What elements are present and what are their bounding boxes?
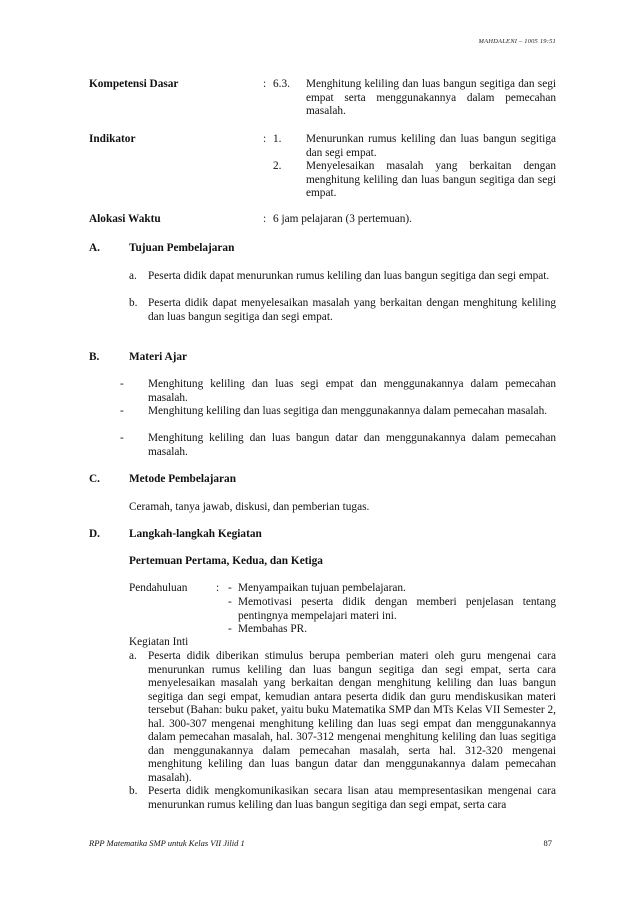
kompetensi-text: Menghitung keliling dan luas bangun segitiga dan segi empat serta menggunakannya dalam pemecahan masalah. xyxy=(306,78,556,117)
indikator-text-1: Menurunkan rumus keliling dan luas bangun segitiga dan segi empat. xyxy=(306,133,556,159)
section-b-title: Materi Ajar xyxy=(129,351,188,363)
indikator-text-2: Menyelesaikan masalah yang berkaitan dengan menghitung keliling dan luas bangun segitiga dan segi empat. xyxy=(306,160,556,199)
inti-marker-b: b. xyxy=(129,785,138,797)
tujuan-item-b: Peserta didik dapat menyelesaikan masalah yang berkaitan dengan menghitung keliling dan luas bangun segitiga dan segi empat. xyxy=(148,297,556,323)
alokasi-colon: : xyxy=(263,213,267,225)
section-d-letter: D. xyxy=(89,528,100,540)
materi-marker-2: - xyxy=(120,405,124,417)
materi-item-3: Menghitung keliling dan luas bangun datar dan menggunakannya dalam pemecahan masalah. xyxy=(148,432,556,458)
inti-item-a: Peserta didik diberikan stimulus berupa pemberian materi oleh guru mengenai cara menurunkan rumus keliling dan luas bangun segitiga dan segi empat, serta cara menyelesaikan masalah yang berkaitan dengan menghitung keliling dan luas bangun segitiga dan segi empat, kemudian antara peserta didik dan guru mendiskusikan materi tersebut (Bahan: buku paket, yaitu buku Matematika SMP dan MTs Kelas VII Semester 2, hal. 300-307 mengenai menghitung keliling dan luas segi empat dan menggunakannya dalam pemecahan masalah, hal. 307-312 mengenai menghitung keliling dan luas segitiga dan menggunakannya dalam pemecahan masalah, serta hal. 312-320 mengenai menghitung keliling dan luas bangun datar dan menggunakannya dalam pemecahan masalah). xyxy=(148,650,556,784)
indikator-label: Indikator xyxy=(89,133,136,145)
tujuan-item-a: Peserta didik dapat menurunkan rumus keliling dan luas bangun segitiga dan segi empat. xyxy=(148,270,550,282)
section-d-title: Langkah-langkah Kegiatan xyxy=(129,528,262,540)
footer-title: RPP Matematika SMP untuk Kelas VII Jilid 1 xyxy=(89,838,245,848)
kompetensi-colon: : xyxy=(263,78,267,90)
materi-item-2: Menghitung keliling dan luas segitiga dan menggunakannya dalam pemecahan masalah. xyxy=(148,405,548,417)
pendahuluan-item-2: Memotivasi peserta didik dengan memberi penjelasan tentang pentingnya mempelajari materi ini. xyxy=(238,596,556,622)
alokasi-text: 6 jam pelajaran (3 pertemuan). xyxy=(273,213,412,225)
kegiatan-inti-label: Kegiatan Inti xyxy=(129,636,189,648)
metode-text: Ceramah, tanya jawab, diskusi, dan pemberian tugas. xyxy=(129,501,370,513)
page-header: MAHDALENI – 1005 19:51 xyxy=(478,38,556,45)
pendahuluan-item-3: Membahas PR. xyxy=(238,623,308,635)
pendahuluan-label: Pendahuluan xyxy=(129,582,188,594)
section-b-letter: B. xyxy=(89,351,100,363)
section-a-title: Tujuan Pembelajaran xyxy=(129,242,235,254)
indikator-number-1: 1. xyxy=(273,133,282,145)
materi-marker-3: - xyxy=(120,432,124,444)
kompetensi-label: Kompetensi Dasar xyxy=(89,78,179,90)
section-a-letter: A. xyxy=(89,242,100,254)
kompetensi-number: 6.3. xyxy=(273,78,290,90)
pertemuan-subtitle: Pertemuan Pertama, Kedua, dan Ketiga xyxy=(129,555,323,567)
pendahuluan-item-1: Menyampaikan tujuan pembelajaran. xyxy=(238,582,406,594)
pendahuluan-colon: : xyxy=(216,582,220,594)
pendahuluan-marker-2: - xyxy=(228,596,232,608)
materi-item-1: Menghitung keliling dan luas segi empat dan menggunakannya dalam pemecahan masalah. xyxy=(148,378,556,404)
inti-item-b: Peserta didik mengkomunikasikan secara lisan atau mempresentasikan mengenai cara menurunkan rumus keliling dan luas bangun segitiga dan segi empat, serta cara xyxy=(148,785,556,811)
pendahuluan-marker-1: - xyxy=(228,582,232,594)
indikator-colon: : xyxy=(263,133,267,145)
tujuan-marker-b: b. xyxy=(129,297,138,309)
indikator-number-2: 2. xyxy=(273,160,282,172)
alokasi-label: Alokasi Waktu xyxy=(89,213,161,225)
pendahuluan-marker-3: - xyxy=(228,623,232,635)
tujuan-marker-a: a. xyxy=(129,270,137,282)
section-c-title: Metode Pembelajaran xyxy=(129,473,236,485)
inti-marker-a: a. xyxy=(129,650,137,662)
section-c-letter: C. xyxy=(89,473,100,485)
materi-marker-1: - xyxy=(120,378,124,390)
page-number: 87 xyxy=(543,838,552,848)
